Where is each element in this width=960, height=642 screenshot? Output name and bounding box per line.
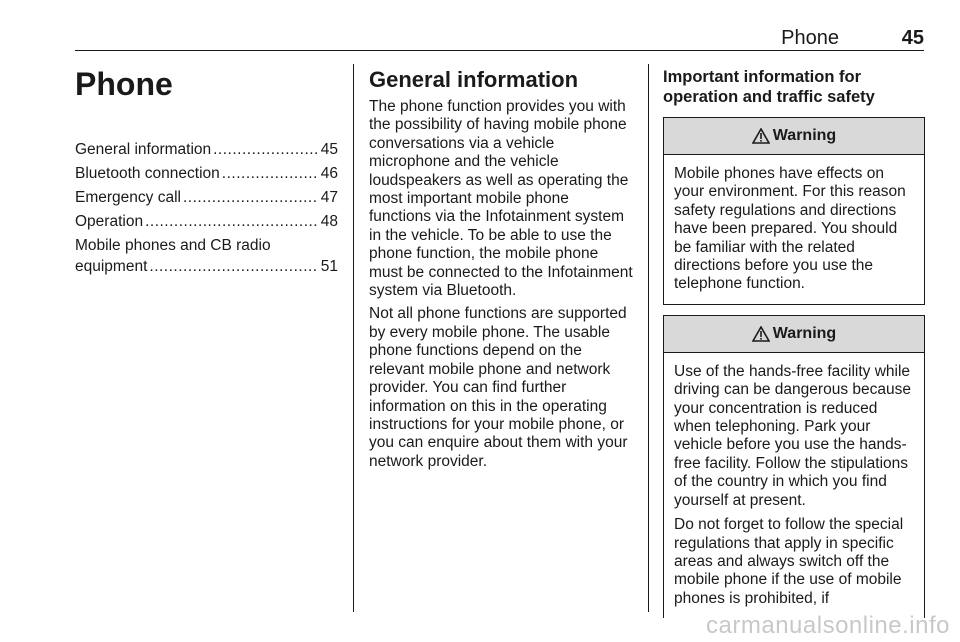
warning-text: Do not forget to follow the special regulations that apply in specific areas and always switch off the mobile phone if the use of mobile phones is prohibited, if (674, 516, 904, 607)
toc-entry[interactable] (75, 139, 338, 160)
warning-title: Warning (772, 324, 837, 342)
toc-entry-label: Operation (75, 213, 144, 230)
column-divider (353, 64, 354, 612)
toc-leader-dots (145, 211, 319, 232)
toc-entry-page: 48 (320, 213, 338, 230)
warning-header (664, 118, 924, 155)
toc-entry[interactable] (75, 187, 338, 208)
header-page-number: 45 (901, 27, 924, 49)
toc-entry-page: 47 (320, 189, 338, 206)
safety-column (663, 60, 925, 628)
warning-text: Mobile phones have effects on your environment. For this reason safety regulations and directions have been prepared. You should be familiar with the related directions before you use the telephone function. (674, 165, 906, 293)
toc-leader-dots (149, 256, 318, 277)
toc-entry[interactable] (75, 163, 338, 184)
chapter-toc-column (75, 60, 338, 280)
general-information-column (369, 60, 633, 476)
toc-leader-dots (213, 139, 319, 160)
toc-entry-label-line2: equipment (75, 258, 148, 275)
toc-entry-page: 51 (320, 258, 338, 275)
toc-leader-dots (222, 163, 319, 184)
header-section-title: Phone (781, 27, 839, 49)
warning-triangle-icon (752, 128, 770, 144)
chapter-title: Phone (75, 66, 173, 102)
body-paragraph: The phone function provides you with the possibility of having mobile phone conversations via a vehicle microphone and the vehicle loudspeakers as well as operating the most important mobile phone functions via the Infotainment system in the vehicle. To be able to use the phone function, the mobile phone must be connected to the Infotainment system via Bluetooth. (369, 98, 633, 300)
site-watermark: carmanualsonline.info (706, 612, 950, 639)
page-header (75, 26, 924, 51)
warning-box (663, 315, 925, 618)
column-divider (648, 64, 649, 612)
toc-entry-page: 46 (320, 165, 338, 182)
toc-entry-label: Emergency call (75, 189, 181, 206)
warning-text: Use of the hands-free facility while driving can be dangerous because your concentration is reduced when telephoning. Park your vehicle before you use the hands-free facility. Follow the stipulations of the country in which you find yourself at present. (674, 362, 911, 509)
warning-header (664, 316, 924, 353)
body-paragraph: Not all phone functions are supported by every mobile phone. The usable phone functions depend on the relevant mobile phone and network provider. You can find further information on this in the operating instructions for your mobile phone, or you can enquire about them with your network provider. (369, 305, 628, 470)
section-heading: General information (369, 67, 579, 92)
toc-leader-dots (183, 187, 319, 208)
toc-entry[interactable] (75, 211, 338, 232)
toc-entry-label: Bluetooth connection (75, 165, 220, 182)
toc-entry-label: General information (75, 141, 212, 158)
toc-entry-page: 45 (320, 141, 338, 158)
toc-entry[interactable] (75, 235, 338, 277)
toc-entry-label-line1: Mobile phones and CB radio (75, 237, 271, 254)
subsection-heading: Important information for operation and traffic safety (663, 68, 875, 106)
warning-box (663, 117, 925, 305)
warning-triangle-icon (752, 326, 770, 342)
warning-title: Warning (772, 127, 837, 144)
